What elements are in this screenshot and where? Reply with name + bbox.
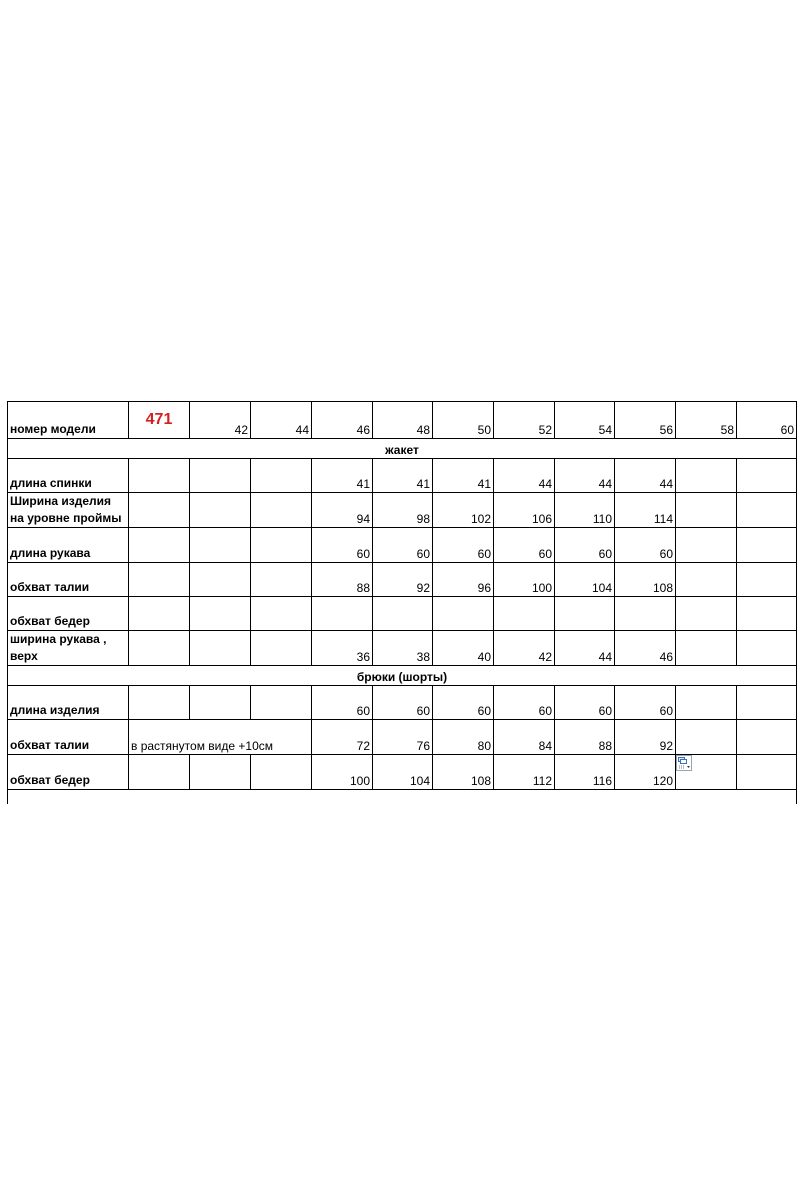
value-cell	[251, 563, 312, 597]
value-cell	[373, 597, 433, 631]
size-header-cell: 52	[494, 402, 555, 439]
value-cell: 84	[494, 720, 555, 755]
empty-cell	[129, 528, 190, 563]
value-cell: 41	[312, 459, 373, 493]
value-cell: 94	[312, 493, 373, 528]
value-cell: 38	[373, 631, 433, 666]
value-cell	[737, 720, 797, 755]
value-cell: 108	[615, 563, 676, 597]
value-cell: 96	[433, 563, 494, 597]
value-cell: 60	[433, 686, 494, 720]
value-cell: 41	[433, 459, 494, 493]
value-cell	[676, 597, 737, 631]
size-header-cell: 50	[433, 402, 494, 439]
value-cell: 60	[494, 686, 555, 720]
size-header-cell: 58	[676, 402, 737, 439]
empty-cell	[129, 686, 190, 720]
measurement-label: длина изделия	[8, 686, 129, 720]
value-cell	[251, 755, 312, 790]
table-row	[8, 528, 797, 563]
size-header-cell: 60	[737, 402, 797, 439]
value-cell: 88	[312, 563, 373, 597]
measurement-label: обхват бедер	[8, 755, 129, 790]
header-row	[8, 402, 797, 439]
value-cell: 98	[373, 493, 433, 528]
value-cell: 116	[555, 755, 615, 790]
empty-cell	[129, 597, 190, 631]
section-title: брюки (шорты)	[8, 666, 797, 686]
value-cell: 110	[555, 493, 615, 528]
paste-options-icon[interactable]	[676, 755, 692, 771]
measurement-label: Ширина изделия на уровне проймы	[8, 493, 129, 528]
section-header-row	[8, 666, 797, 686]
value-cell: 92	[615, 720, 676, 755]
value-cell	[190, 528, 251, 563]
table-row	[8, 493, 797, 528]
value-cell: 42	[494, 631, 555, 666]
trailing-cell	[8, 790, 797, 804]
value-cell	[251, 528, 312, 563]
value-cell: 60	[373, 686, 433, 720]
value-cell: 60	[615, 686, 676, 720]
value-cell	[494, 597, 555, 631]
value-cell: 80	[433, 720, 494, 755]
value-cell	[737, 631, 797, 666]
value-cell: 88	[555, 720, 615, 755]
value-cell: 108	[433, 755, 494, 790]
value-cell	[737, 563, 797, 597]
value-cell: 104	[373, 755, 433, 790]
value-cell	[676, 686, 737, 720]
value-cell: 102	[433, 493, 494, 528]
measurement-note: в растянутом виде +10см	[129, 720, 312, 755]
measurement-label: длина спинки	[8, 459, 129, 493]
value-cell: 60	[615, 528, 676, 563]
value-cell: 60	[494, 528, 555, 563]
value-cell: 100	[312, 755, 373, 790]
value-cell	[615, 597, 676, 631]
value-cell	[190, 459, 251, 493]
value-cell: 100	[494, 563, 555, 597]
value-cell: 36	[312, 631, 373, 666]
value-cell: 41	[373, 459, 433, 493]
value-cell	[312, 597, 373, 631]
value-cell	[737, 493, 797, 528]
value-cell: 60	[373, 528, 433, 563]
empty-cell	[129, 755, 190, 790]
measurement-label: ширина рукава , верх	[8, 631, 129, 666]
empty-cell	[129, 563, 190, 597]
table-row	[8, 563, 797, 597]
value-cell: 120	[615, 755, 676, 790]
value-cell	[190, 631, 251, 666]
empty-cell	[129, 493, 190, 528]
value-cell: 112	[494, 755, 555, 790]
value-cell: 46	[615, 631, 676, 666]
empty-cell	[129, 459, 190, 493]
value-cell	[676, 493, 737, 528]
value-cell	[737, 459, 797, 493]
value-cell: 76	[373, 720, 433, 755]
section-header-row	[8, 439, 797, 459]
table-body	[8, 402, 797, 804]
value-cell: 60	[312, 528, 373, 563]
measurement-label: обхват талии	[8, 563, 129, 597]
table-row	[8, 720, 797, 755]
size-header-cell: 54	[555, 402, 615, 439]
value-cell: 72	[312, 720, 373, 755]
value-cell	[676, 720, 737, 755]
value-cell: 44	[615, 459, 676, 493]
size-header-cell: 44	[251, 402, 312, 439]
value-cell	[190, 686, 251, 720]
value-cell	[190, 597, 251, 631]
value-cell	[676, 631, 737, 666]
value-cell	[190, 755, 251, 790]
value-cell: 104	[555, 563, 615, 597]
value-cell	[737, 755, 797, 790]
value-cell: 44	[494, 459, 555, 493]
value-cell	[676, 528, 737, 563]
value-cell	[251, 686, 312, 720]
value-cell: 60	[555, 528, 615, 563]
size-header-cell: 46	[312, 402, 373, 439]
value-cell	[555, 597, 615, 631]
table-row	[8, 686, 797, 720]
value-cell	[251, 459, 312, 493]
trailing-row	[8, 790, 797, 804]
table-row	[8, 597, 797, 631]
value-cell: 44	[555, 459, 615, 493]
table-row	[8, 459, 797, 493]
model-number: 471	[129, 402, 190, 439]
size-chart-table	[7, 401, 797, 804]
section-title: жакет	[8, 439, 797, 459]
size-header-cell: 48	[373, 402, 433, 439]
value-cell	[251, 597, 312, 631]
value-cell	[676, 459, 737, 493]
value-cell: 40	[433, 631, 494, 666]
size-header-cell: 56	[615, 402, 676, 439]
value-cell	[737, 597, 797, 631]
value-cell	[737, 686, 797, 720]
value-cell	[433, 597, 494, 631]
value-cell: 60	[433, 528, 494, 563]
size-header-cell: 42	[190, 402, 251, 439]
measurement-label: обхват талии	[8, 720, 129, 755]
value-cell	[737, 528, 797, 563]
value-cell: 60	[555, 686, 615, 720]
value-cell	[190, 493, 251, 528]
value-cell	[251, 631, 312, 666]
value-cell	[676, 563, 737, 597]
value-cell	[190, 563, 251, 597]
empty-cell	[129, 631, 190, 666]
measurement-label: длина рукава	[8, 528, 129, 563]
value-cell: 114	[615, 493, 676, 528]
value-cell: 44	[555, 631, 615, 666]
table-row	[8, 631, 797, 666]
value-cell: 106	[494, 493, 555, 528]
value-cell	[251, 493, 312, 528]
measurement-label: обхват бедер	[8, 597, 129, 631]
value-cell: 92	[373, 563, 433, 597]
value-cell: 60	[312, 686, 373, 720]
header-label: номер модели	[8, 402, 129, 439]
